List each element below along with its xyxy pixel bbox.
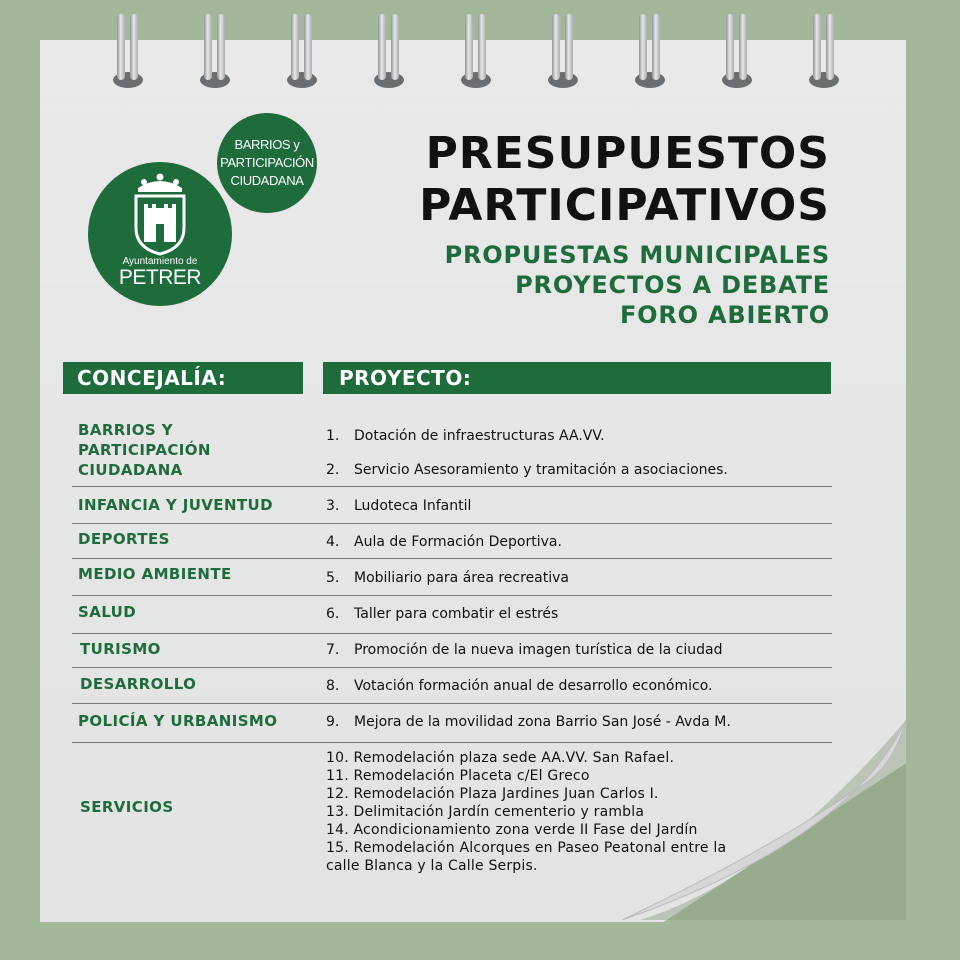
page-subtitle xyxy=(445,240,830,330)
ayuntamiento-logo xyxy=(88,162,232,306)
project-number: 8. xyxy=(326,678,340,694)
proyecto-header: PROYECTO: xyxy=(323,362,831,394)
dept-label: DEPORTES xyxy=(78,530,170,548)
table-row xyxy=(72,486,832,524)
table-row xyxy=(72,412,832,487)
subtitle-line: FORO ABIERTO xyxy=(619,301,830,329)
project-text: Dotación de infraestructuras AA.VV. xyxy=(354,428,605,444)
dept-label: MEDIO AMBIENTE xyxy=(78,565,232,583)
project-line: 12. Remodelación Plaza Jardines Juan Carlos I. xyxy=(326,786,659,802)
project-number: 1. xyxy=(326,428,340,444)
dept-line: BARRIOS Y xyxy=(78,421,173,439)
logo-caption-small: Ayuntamiento de xyxy=(122,256,198,267)
project-text: Aula de Formación Deportiva. xyxy=(354,534,562,550)
project-line: 15. Remodelación Alcorques en Paseo Peatonal entre la xyxy=(326,840,727,856)
badge-line: PARTICIPACIÓN xyxy=(220,155,314,170)
project-number: 5. xyxy=(326,570,340,586)
project-line: 11. Remodelación Placeta c/El Greco xyxy=(326,768,590,784)
project-text: Mobiliario para área recreativa xyxy=(354,570,570,586)
dept-label: INFANCIA Y JUVENTUD xyxy=(78,496,273,514)
project-number: 7. xyxy=(326,642,340,658)
binding-ring xyxy=(633,14,667,88)
project-text: Servicio Asesoramiento y tramitación a asociaciones. xyxy=(354,462,728,478)
binding-ring xyxy=(459,14,493,88)
subtitle-line: PROPUESTAS MUNICIPALES xyxy=(444,241,830,269)
project-item xyxy=(326,427,605,445)
project-number: 2. xyxy=(326,462,340,478)
project-item xyxy=(326,533,562,551)
binding-ring xyxy=(285,14,319,88)
table-row xyxy=(72,668,832,704)
binding-ring xyxy=(546,14,580,88)
project-item xyxy=(326,641,722,659)
binding-ring xyxy=(807,14,841,88)
title-line: PRESUPUESTOS xyxy=(425,128,830,179)
barrios-badge xyxy=(217,113,317,213)
castle-crest-icon xyxy=(130,170,190,256)
project-item xyxy=(326,497,471,515)
project-number: 3. xyxy=(326,498,340,514)
table-row xyxy=(72,704,832,743)
dept-line: CIUDADANA xyxy=(78,461,183,479)
subtitle-line: PROYECTOS A DEBATE xyxy=(515,271,830,299)
project-line: 14. Acondicionamiento zona verde II Fase del Jardín xyxy=(326,822,698,838)
badge-line: CIUDADANA xyxy=(230,173,304,188)
project-text: Mejora de la movilidad zona Barrio San José - Avda M. xyxy=(354,714,731,730)
project-text: Votación formación anual de desarrollo económico. xyxy=(354,678,713,694)
project-item xyxy=(326,569,569,587)
dept-label: POLICÍA Y URBANISMO xyxy=(78,712,278,730)
project-text: Taller para combatir el estrés xyxy=(354,606,559,622)
project-list xyxy=(326,749,726,875)
dept-label: DESARROLLO xyxy=(80,675,197,693)
project-item xyxy=(326,461,728,479)
table-row xyxy=(72,559,832,596)
logo-caption-large: PETRER xyxy=(118,266,202,289)
page-title xyxy=(419,128,830,232)
project-number: 9. xyxy=(326,714,340,730)
project-number: 6. xyxy=(326,606,340,622)
dept-label: SERVICIOS xyxy=(80,798,174,816)
binding-ring xyxy=(372,14,406,88)
project-text: Ludoteca Infantil xyxy=(354,498,472,514)
dept-label: SALUD xyxy=(78,603,137,621)
binding-ring xyxy=(111,14,145,88)
project-text: Promoción de la nueva imagen turística de la ciudad xyxy=(354,642,723,658)
dept-label: TURISMO xyxy=(80,640,161,658)
table-row xyxy=(72,743,832,883)
project-item xyxy=(326,713,731,731)
concejalia-header: CONCEJALÍA: xyxy=(63,362,303,394)
project-line: 10. Remodelación plaza sede AA.VV. San Rafael. xyxy=(326,750,675,766)
table-row xyxy=(72,634,832,668)
project-item xyxy=(326,677,713,695)
binding-ring xyxy=(720,14,754,88)
title-line: PARTICIPATIVOS xyxy=(419,180,830,231)
project-line: 13. Delimitación Jardín cementerio y rambla xyxy=(326,804,645,820)
dept-line: PARTICIPACIÓN xyxy=(78,441,211,459)
project-line: calle Blanca y la Calle Serpis. xyxy=(326,858,538,874)
binding-ring xyxy=(198,14,232,88)
dept-label xyxy=(78,420,211,480)
project-number: 4. xyxy=(326,534,340,550)
badge-line: BARRIOS y xyxy=(234,137,300,152)
project-item xyxy=(326,605,558,623)
table-row xyxy=(72,524,832,559)
table-row xyxy=(72,596,832,634)
